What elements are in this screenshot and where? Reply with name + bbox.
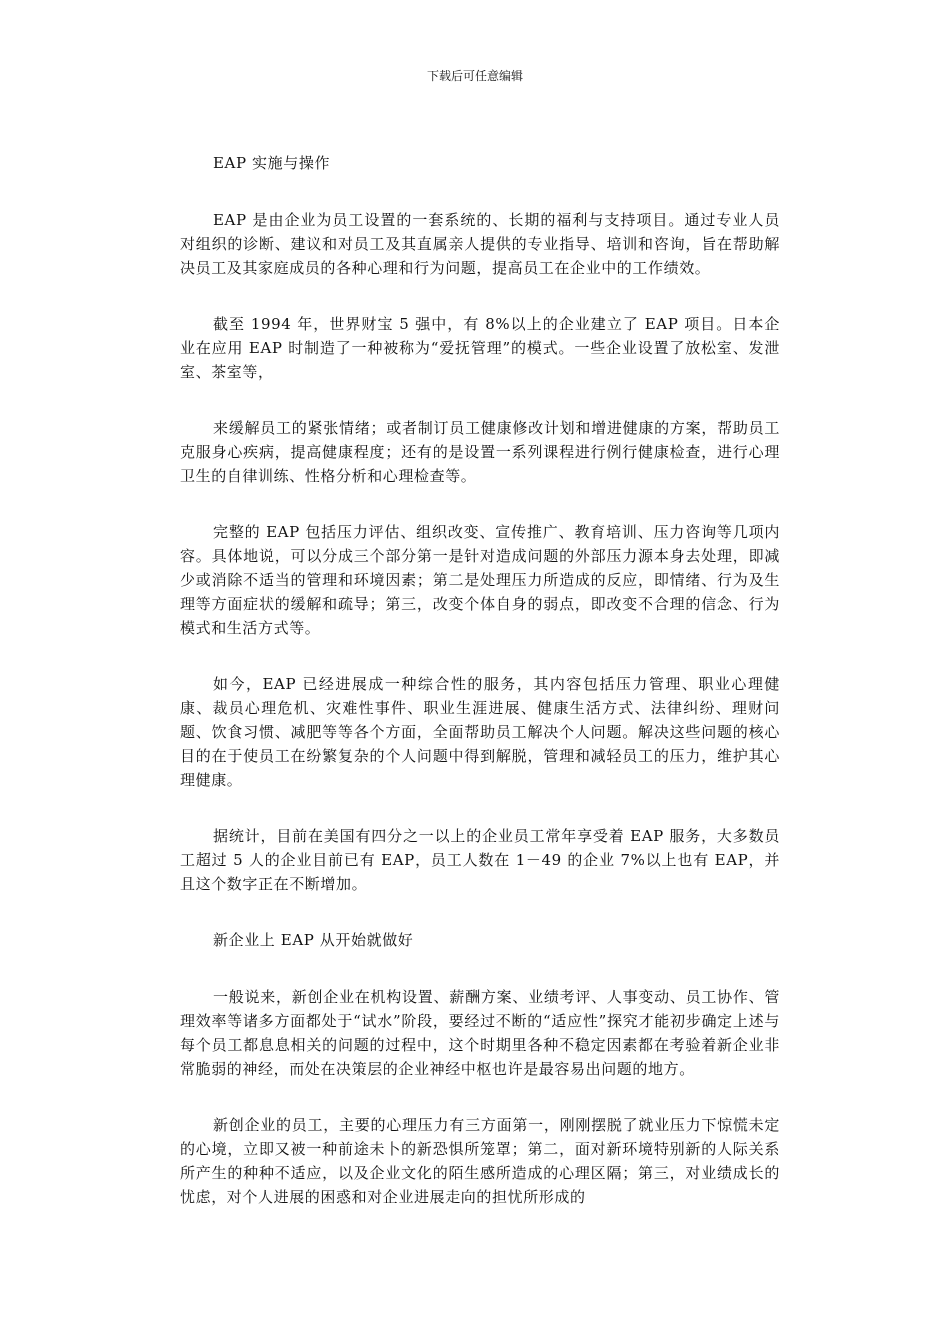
paragraph: 完整的 EAP 包括压力评估、组织改变、宣传推广、教育培训、压力咨询等几项内容。具体地说，可以分成三个部分第一是针对造成问题的外部压力源本身去处理，即减少或消除不适当的管理和环境因素；第二是处理压力所造成的反应，即情绪、行为及生理等方面症状的缓解和疏导；第三，改变个体自身的弱点，即改变不合理的信念、行为模式和生活方式等。 [180,523,780,637]
paragraph: 来缓解员工的紧张情绪；或者制订员工健康修改计划和增进健康的方案，帮助员工克服身心疾病，提高健康程度；还有的是设置一系列课程进行例行健康检查，进行心理卫生的自律训练、性格分析和心理检查等。 [180,419,780,485]
paragraph: 新创企业的员工，主要的心理压力有三方面第一，刚刚摆脱了就业压力下惊慌未定的心境，立即又被一种前途未卜的新恐惧所笼罩；第二，面对新环境特别新的人际关系所产生的种种不适应，以及企业文化的陌生感所造成的心理区隔；第三，对业绩成长的忧虑，对个人进展的困惑和对企业进展走向的担忧所形成的 [180,1116,780,1206]
paragraph: 如今，EAP 已经进展成一种综合性的服务，其内容包括压力管理、职业心理健康、裁员心理危机、灾难性事件、职业生涯进展、健康生活方式、法律纠纷、理财问题、饮食习惯、减肥等等各个方面，全面帮助员工解决个人问题。解决这些问题的核心目的在于使员工在纷繁复杂的个人问题中得到解脱，管理和减轻员工的压力，维护其心理健康。 [180,675,780,789]
document-body [180,151,780,1209]
paragraph: 据统计，目前在美国有四分之一以上的企业员工常年享受着 EAP 服务，大多数员工超过 5 人的企业目前已有 EAP，员工人数在 1－49 的企业 7%以上也有 EAP，并且这个数字正在不断增加。 [180,827,780,893]
paragraph: 截至 1994 年，世界财宝 5 强中，有 8%以上的企业建立了 EAP 项目。日本企业在应用 EAP 时制造了一种被称为“爱抚管理”的模式。一些企业设置了放松室、发泄室、茶室等， [180,315,780,381]
paragraph: 一般说来，新创企业在机构设置、薪酬方案、业绩考评、人事变动、员工协作、管理效率等诸多方面都处于“试水”阶段，要经过不断的“适应性”探究才能初步确定上述与每个员工都息息相关的问题的过程中，这个时期里各种不稳定因素都在考验着新企业非常脆弱的神经，而处在决策层的企业神经中枢也许是最容易出问题的地方。 [180,988,780,1078]
paragraph: EAP 是由企业为员工设置的一套系统的、长期的福利与支持项目。通过专业人员对组织的诊断、建议和对员工及其直属亲人提供的专业指导、培训和咨询，旨在帮助解决员工及其家庭成员的各种心理和行为问题，提高员工在企业中的工作绩效。 [180,211,780,277]
section-heading: 新企业上 EAP 从开始就做好 [213,931,414,949]
page-header: 下载后可任意编辑 [426,69,523,83]
section-heading: EAP 实施与操作 [213,154,331,172]
